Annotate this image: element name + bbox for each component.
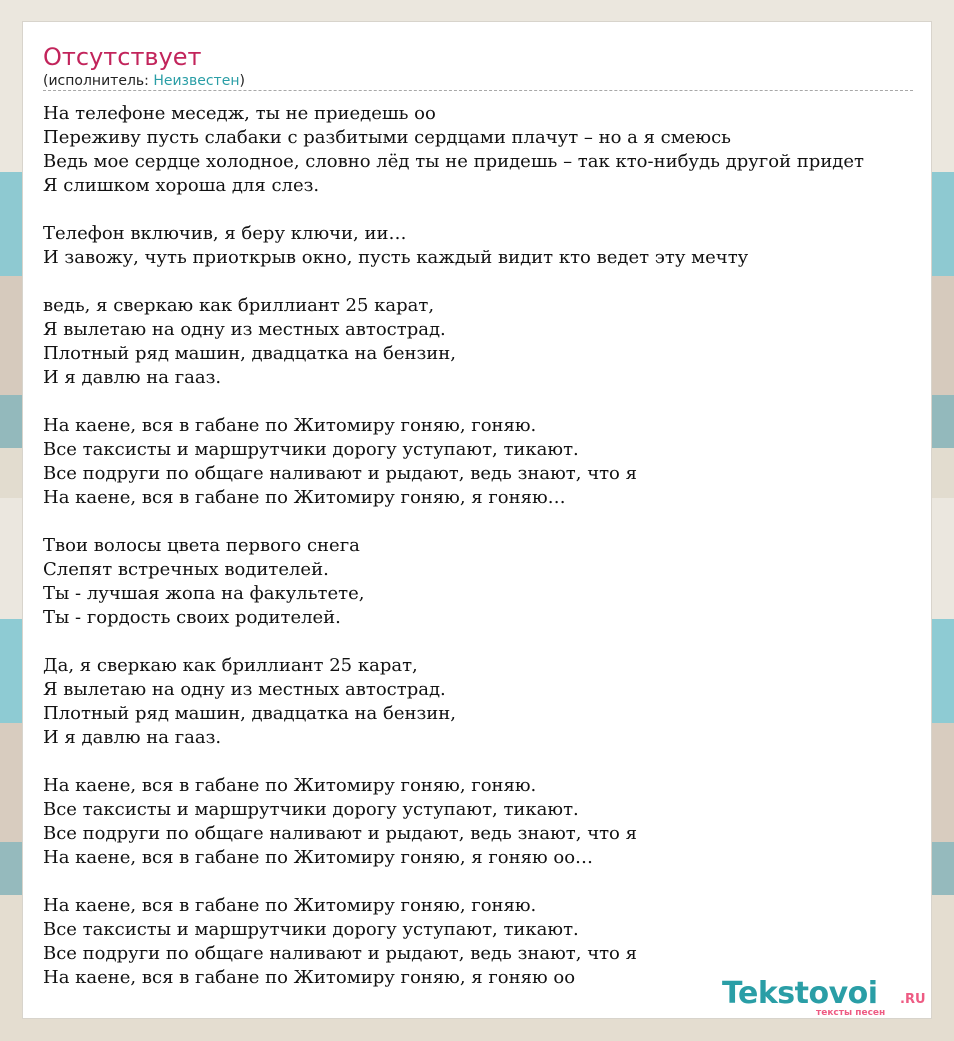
- tekstovoi-logo[interactable]: [722, 974, 932, 1020]
- logo-tld: .RU: [900, 992, 926, 1007]
- stanza-break: [43, 270, 923, 294]
- lyric-line: На телефоне меседж, ты не приедешь оо: [43, 103, 436, 124]
- lyrics-text: [43, 102, 923, 990]
- lyric-line: На каене, вся в габане по Житомиру гоняю, я гоняю оо: [43, 967, 576, 988]
- lyric-line: Твои волосы цвета первого снега: [43, 535, 360, 556]
- lyric-line: ведь, я сверкаю как бриллиант 25 карат,: [43, 295, 435, 316]
- title-divider: [43, 90, 913, 91]
- lyric-line: На каене, вся в габане по Житомиру гоняю, я гоняю оо…: [43, 847, 594, 868]
- lyric-line: И завожу, чуть приоткрыв окно, пусть каждый видит кто ведет эту мечту: [43, 247, 749, 268]
- lyric-line: Я вылетаю на одну из местных автострад.: [43, 319, 446, 340]
- logo-tagline: тексты песен: [816, 1008, 886, 1018]
- lyric-line: И я давлю на гааз.: [43, 367, 222, 388]
- artist-link[interactable]: Неизвестен: [153, 73, 240, 89]
- lyric-line: Ты - гордость своих родителей.: [43, 607, 341, 628]
- artist-suffix: ): [239, 73, 245, 89]
- lyric-line: Переживу пусть слабаки с разбитыми сердцами плачут – но а я смеюсь: [43, 127, 731, 148]
- lyric-line: Все подруги по общаге наливают и рыдают, ведь знают, что я: [43, 823, 637, 844]
- stanza-break: [43, 750, 923, 774]
- stanza-break: [43, 630, 923, 654]
- lyric-line: На каене, вся в габане по Житомиру гоняю, я гоняю…: [43, 487, 566, 508]
- stanza-break: [43, 198, 923, 222]
- lyric-line: На каене, вся в габане по Житомиру гоняю, гоняю.: [43, 895, 537, 916]
- lyric-line: Телефон включив, я беру ключи, ии…: [43, 223, 407, 244]
- lyrics-card: [22, 21, 932, 1019]
- lyric-line: Я вылетаю на одну из местных автострад.: [43, 679, 446, 700]
- stanza-break: [43, 390, 923, 414]
- lyric-line: Я слишком хороша для слез.: [43, 175, 320, 196]
- stanza-break: [43, 870, 923, 894]
- lyric-line: Плотный ряд машин, двадцатка на бензин,: [43, 703, 457, 724]
- lyric-line: На каене, вся в габане по Житомиру гоняю, гоняю.: [43, 775, 537, 796]
- lyric-line: Все подруги по общаге наливают и рыдают, ведь знают, что я: [43, 463, 637, 484]
- lyric-line: Слепят встречных водителей.: [43, 559, 329, 580]
- lyric-line: Все таксисты и маршрутчики дорогу уступают, тикают.: [43, 799, 579, 820]
- artist-line: [43, 72, 245, 90]
- lyric-line: Ведь мое сердце холодное, словно лёд ты не придешь – так кто-нибудь другой придет: [43, 151, 865, 172]
- artist-prefix: (исполнитель:: [43, 73, 154, 89]
- lyric-line: Все таксисты и маршрутчики дорогу уступают, тикают.: [43, 439, 579, 460]
- lyric-line: На каене, вся в габане по Житомиру гоняю, гоняю.: [43, 415, 537, 436]
- stanza-break: [43, 510, 923, 534]
- lyric-line: Все подруги по общаге наливают и рыдают, ведь знают, что я: [43, 943, 637, 964]
- lyric-line: Плотный ряд машин, двадцатка на бензин,: [43, 343, 457, 364]
- lyric-line: И я давлю на гааз.: [43, 727, 222, 748]
- song-title: Отсутствует: [43, 43, 202, 71]
- lyric-line: Все таксисты и маршрутчики дорогу уступают, тикают.: [43, 919, 579, 940]
- lyric-line: Да, я сверкаю как бриллиант 25 карат,: [43, 655, 418, 676]
- lyric-line: Ты - лучшая жопа на факультете,: [43, 583, 365, 604]
- logo-name: Tekstovoi: [722, 976, 878, 1011]
